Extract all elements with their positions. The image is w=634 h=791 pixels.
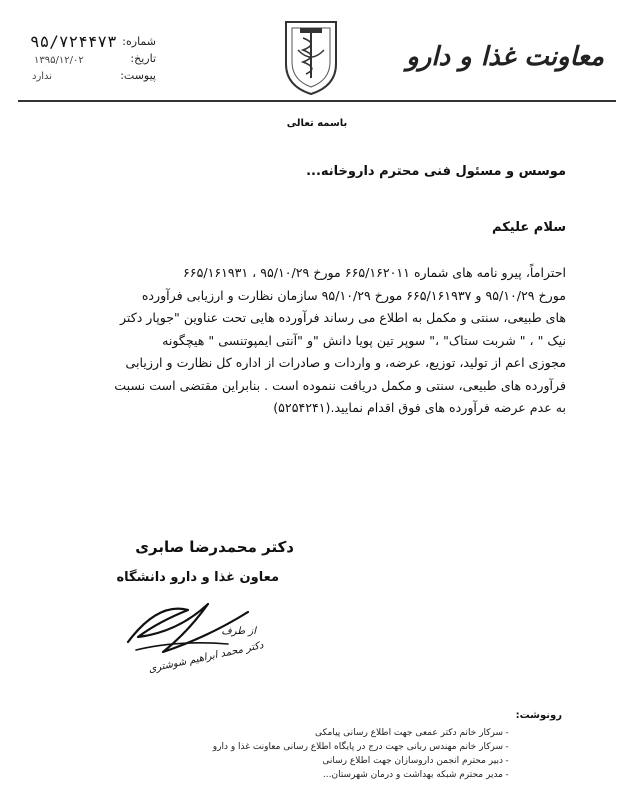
list-item: دبیر محترم انجمن داروسازان جهت اطلاع رسانی bbox=[322, 756, 503, 766]
body-line: احتراماً، پیرو نامه های شماره ۶۶۵/۱۶۲۰۱۱ مورخ ۹۵/۱۰/۲۹ ، ۶۶۵/۱۶۱۹۳۱ bbox=[183, 265, 566, 280]
bullet: - bbox=[505, 756, 509, 766]
bismillah: باسمه تعالی bbox=[286, 118, 348, 129]
body-line: به عدم عرضه فرآورده های فوق اقدام نمایید.(۵۲۵۴۲۴۱) bbox=[273, 400, 566, 415]
signatory-name: دکتر محمدرضا صابری bbox=[135, 538, 294, 556]
greeting: سلام علیکم bbox=[492, 220, 566, 235]
addressee: موسس و مسئول فنی محترم داروخانه... bbox=[306, 164, 566, 179]
signatory-title: معاون غذا و دارو دانشگاه bbox=[116, 570, 279, 585]
bullet: - bbox=[505, 728, 509, 738]
attachment-value: ندارد bbox=[32, 71, 53, 82]
body-line: مورخ ۹۵/۱۰/۲۹ و ۶۶۵/۱۶۱۹۳۷ مورخ ۹۵/۱۰/۲۹ سازمان نظارت و ارزیابی فرآورده bbox=[141, 287, 566, 303]
list-item: سرکار خانم دکتر عمعی جهت اطلاع رسانی پیامکی bbox=[315, 728, 503, 738]
body-line: مجوزی اعم از تولید، توزیع، عرضه، و واردات و صادرات از اداره کل نظارت و ارزیابی bbox=[125, 355, 566, 370]
body-line: های طبیعی، سنتی و مکمل به اطلاع می رساند فرآورده هایی تحت عناوین "جوپار دکتر bbox=[119, 310, 566, 325]
body-line: نیک " ، " شربت ستاک" ،" سوپر تین پویا دانش "و "آنتی ایمپوتنسی " هیچگونه bbox=[162, 332, 566, 348]
attachment-label: پیوست: bbox=[120, 69, 156, 82]
on-behalf-name: دکتر محمد ابراهیم شوشتری bbox=[147, 640, 265, 676]
cc-bullets bbox=[500, 728, 514, 784]
cc-title: رونوشت: bbox=[515, 710, 562, 721]
letter-number: ۹۵/۷۲۴۴۷۳ bbox=[30, 32, 117, 51]
number-label: شماره: bbox=[122, 35, 156, 48]
body-line: فرآورده های طبیعی، سنتی و مکمل دریافت ننموده است . بنابراین مقتضی است نسبت bbox=[114, 377, 566, 393]
university-emblem-icon bbox=[276, 16, 346, 96]
letter-date: ۱۳۹۵/۱۲/۰۲ bbox=[34, 55, 84, 66]
on-behalf-prefix: از طرف bbox=[221, 626, 256, 637]
list-item: سرکار خانم مهندس ربانی جهت درج در پایگاه اطلاع رسانی معاونت غذا و دارو bbox=[212, 742, 503, 752]
header-divider bbox=[18, 100, 616, 102]
letter-body bbox=[68, 262, 566, 420]
list-item: مدیر محترم شبکه بهداشت و درمان شهرستان... bbox=[322, 770, 503, 780]
org-title: معاونت غذا و دارو bbox=[406, 42, 604, 72]
cc-list bbox=[173, 728, 503, 784]
bullet: - bbox=[505, 742, 509, 752]
date-label: تاریخ: bbox=[130, 52, 156, 65]
bullet: - bbox=[505, 770, 509, 780]
